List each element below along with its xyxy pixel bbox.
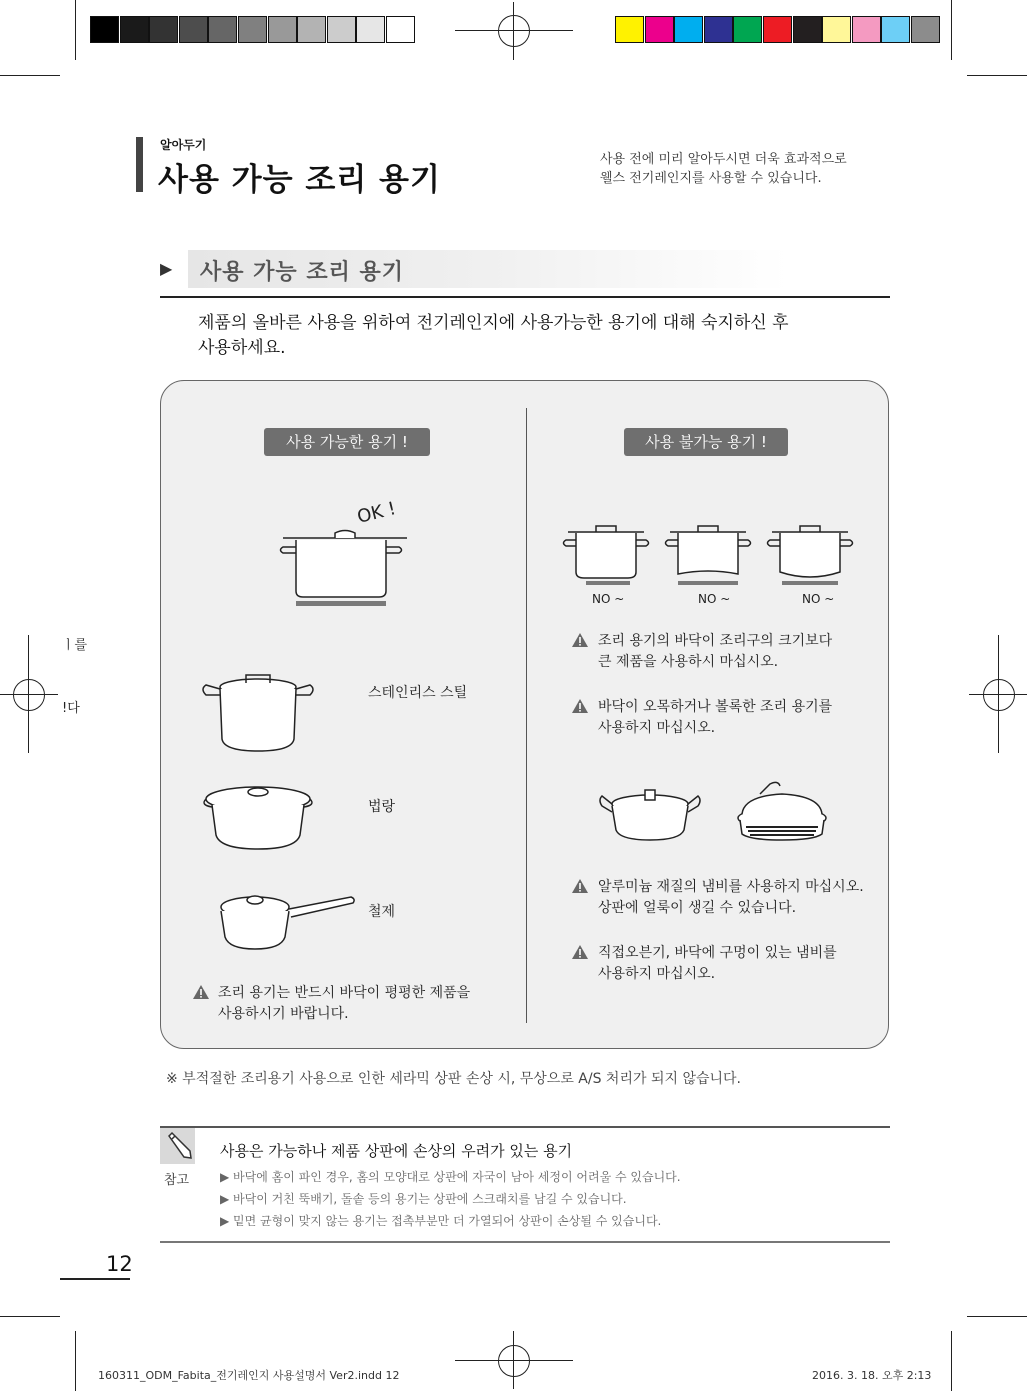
note-item: ▶ 바닥이 거친 뚝배기, 돌솥 등의 용기는 상판에 스크래치를 남길 수 있습니다. [220,1192,627,1206]
unusable-warning-line: 바닥이 오목하거나 볼록한 조리 용기를 [598,699,833,715]
color-swatch [327,16,356,43]
color-swatch [881,16,910,43]
unusable-warning-line: 사용하지 마십시오. [598,966,716,982]
usable-warning-line: 조리 용기는 반드시 바닥이 평평한 제품을 [218,985,471,1001]
unusable-warning-line: 사용하지 마십시오. [598,720,716,736]
warning-icon [571,878,589,894]
enamel-pot-icon [198,775,318,851]
usable-item-label: 법랑 [368,799,396,815]
footnote: ※ 부적절한 조리용기 사용으로 인한 세라믹 상판 손상 시, 무상으로 A/S 처리가 되지 않습니다. [166,1071,742,1087]
pencil-icon [163,1131,193,1161]
convex-pot [768,526,853,606]
no-label: NO ~ [802,592,835,606]
oversized-pot-small-burner [564,526,649,606]
iron-pan-icon [213,885,358,955]
usable-warning-line: 사용하시기 바랍니다. [218,1006,349,1022]
note-title: 사용은 가능하나 제품 상판에 손상의 우려가 있는 용기 [220,1142,573,1160]
note-top-rule [160,1126,890,1128]
warning-icon [192,984,210,1000]
unusable-warning-line: 큰 제품을 사용하시 마십시오. [598,654,779,670]
header-intro [600,150,847,188]
stainless-pot-icon [198,665,318,757]
color-swatch [763,16,792,43]
usable-warning [218,983,470,1025]
bleed-fragment: !다 [62,701,80,716]
no-pots-illustration [560,520,865,610]
note-list [220,1166,681,1232]
note-item: ▶ 바닥에 홈이 파인 경우, 홈의 모양대로 상판에 자국이 남아 세정이 어려울 수 있습니다. [220,1170,681,1184]
unusable-badge: 사용 불가능 용기 ! [624,428,788,456]
unusable-warning-line: 상판에 얼룩이 생길 수 있습니다. [598,900,797,916]
color-swatch [120,16,149,43]
unusable-warning [598,697,832,739]
no-label: NO ~ [698,592,731,606]
perforated-oven-pot-icon [730,778,835,844]
slug-date: 2016. 3. 18. 오후 2:13 [812,1369,932,1382]
color-swatch [645,16,674,43]
section-lead-line: 사용하세요. [198,338,286,358]
unusable-warning-line: 직접오븐기, 바닥에 구멍이 있는 냄비를 [598,945,837,961]
header-intro-line: 사용 전에 미리 알아두시면 더욱 효과적으로 [600,152,847,167]
note-bottom-rule [160,1241,890,1243]
warning-icon [571,632,589,648]
section-lead [198,311,789,361]
bleed-fragment: ㅣ를 [62,638,88,653]
slug-filename: 160311_ODM_Fabita_전기레인지 사용설명서 Ver2.indd 12 [98,1369,400,1382]
header-accent-bar [136,137,143,192]
color-swatch [90,16,119,43]
page-number-rule [60,1278,130,1280]
usable-item-label: 철제 [368,904,396,920]
unusable-warning [598,943,837,985]
warning-icon [571,698,589,714]
color-swatch [733,16,762,43]
ok-pot-illustration [275,495,435,610]
page-number: 12 [106,1252,133,1276]
unusable-warning-line: 조리 용기의 바닥이 조리구의 크기보다 [598,633,833,649]
color-swatch [793,16,822,43]
page-title: 사용 가능 조리 용기 [158,162,441,198]
color-swatch [911,16,940,43]
header-kicker: 알아두기 [160,138,207,152]
section-lead-line: 제품의 올바른 사용을 위하여 전기레인지에 사용가능한 용기에 대해 숙지하신 후 [198,313,789,333]
color-swatch [852,16,881,43]
usable-item-label: 스테인리스 스틸 [368,685,468,701]
color-swatch [297,16,326,43]
color-swatch [268,16,297,43]
concave-pot [666,526,751,606]
color-swatch [149,16,178,43]
section-title: 사용 가능 조리 용기 [200,260,404,285]
color-swatch [208,16,237,43]
color-swatch [386,16,415,43]
warning-icon [571,944,589,960]
color-swatch [356,16,385,43]
section-rule [160,296,890,298]
note-label: 참고 [164,1173,190,1188]
ok-label: OK ! [355,498,398,528]
header-intro-line: 웰스 전기레인지를 사용할 수 있습니다. [600,171,822,186]
color-swatch [179,16,208,43]
color-swatch [615,16,644,43]
color-swatch [674,16,703,43]
unusable-warning [598,631,832,673]
color-swatch [238,16,267,43]
unusable-warning [598,877,864,919]
aluminum-pot-icon [598,782,703,844]
color-swatch [822,16,851,43]
color-swatch [704,16,733,43]
usable-badge: 사용 가능한 용기 ! [264,428,430,456]
no-label: NO ~ [592,592,625,606]
section-arrow-icon: ▶ [160,259,173,278]
note-item: ▶ 밑면 균형이 맞지 않는 용기는 접촉부분만 더 가열되어 상판이 손상될 수 있습니다. [220,1214,662,1228]
unusable-warning-line: 알루미늄 재질의 냄비를 사용하지 마십시오. [598,879,864,895]
panel-divider [526,408,527,1023]
